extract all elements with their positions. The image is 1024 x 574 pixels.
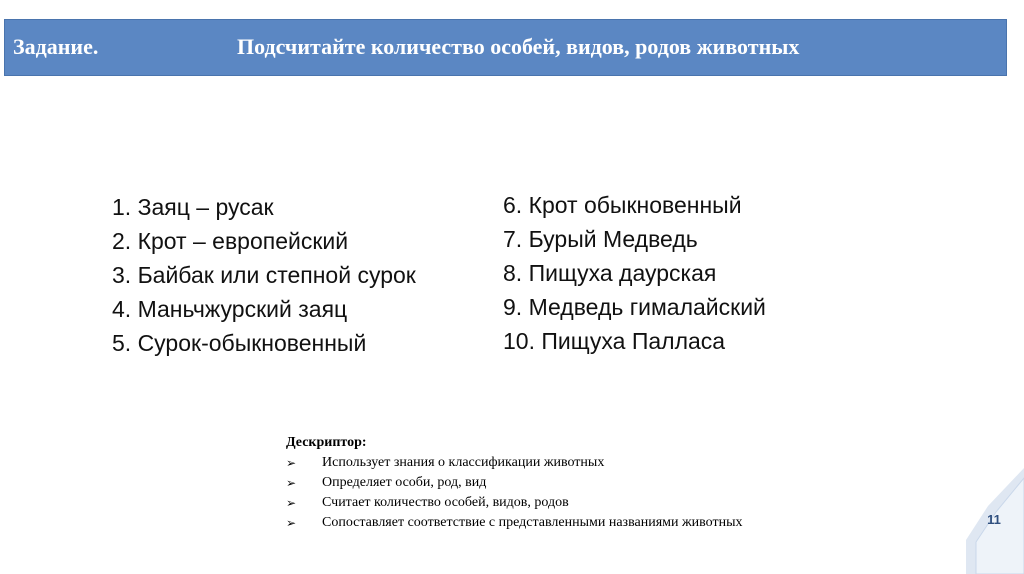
descriptor-block: [286, 433, 743, 533]
descriptor-heading: Дескриптор:: [286, 435, 367, 450]
arrow-bullet-icon: ➢: [286, 456, 297, 470]
animal-list-item: 3. Байбак или степной сурок: [112, 262, 416, 288]
descriptor-item-text: Использует знания о классификации животных: [322, 455, 605, 470]
descriptor-item: [286, 513, 743, 533]
descriptor-item-text: Определяет особи, род, вид: [322, 475, 487, 490]
animal-list-item: 10. Пищуха Палласа: [503, 328, 726, 354]
animal-list-item: 5. Сурок-обыкновенный: [112, 330, 367, 356]
animal-list-left: [112, 190, 416, 360]
animal-list-item: 2. Крот – европейский: [112, 228, 349, 254]
page-number: 11: [987, 512, 1001, 527]
slide-title: Подсчитайте количество особей, видов, родов животных: [237, 34, 800, 59]
animal-list-item: 1. Заяц – русак: [112, 194, 274, 220]
animal-list-item: 6. Крот обыкновенный: [503, 192, 742, 218]
descriptor-item: [286, 493, 743, 513]
animal-list-item: 4. Маньчжурский заяц: [112, 296, 348, 322]
descriptor-item-text: Сопоставляет соответствие с представленными названиями животных: [322, 515, 743, 530]
animal-list-right: [503, 188, 766, 358]
animal-list-item: 7. Бурый Медведь: [503, 226, 698, 252]
task-label: Задание.: [13, 34, 99, 59]
descriptor-item: [286, 453, 743, 473]
arrow-bullet-icon: ➢: [286, 516, 297, 530]
title-bar: [4, 19, 1007, 76]
descriptor-item-text: Считает количество особей, видов, родов: [322, 495, 569, 510]
animal-list-item: 8. Пищуха даурская: [503, 260, 717, 286]
animal-list-item: 9. Медведь гималайский: [503, 294, 766, 320]
descriptor-list: [286, 453, 743, 533]
arrow-bullet-icon: ➢: [286, 476, 297, 490]
arrow-bullet-icon: ➢: [286, 496, 297, 510]
descriptor-item: [286, 473, 743, 493]
